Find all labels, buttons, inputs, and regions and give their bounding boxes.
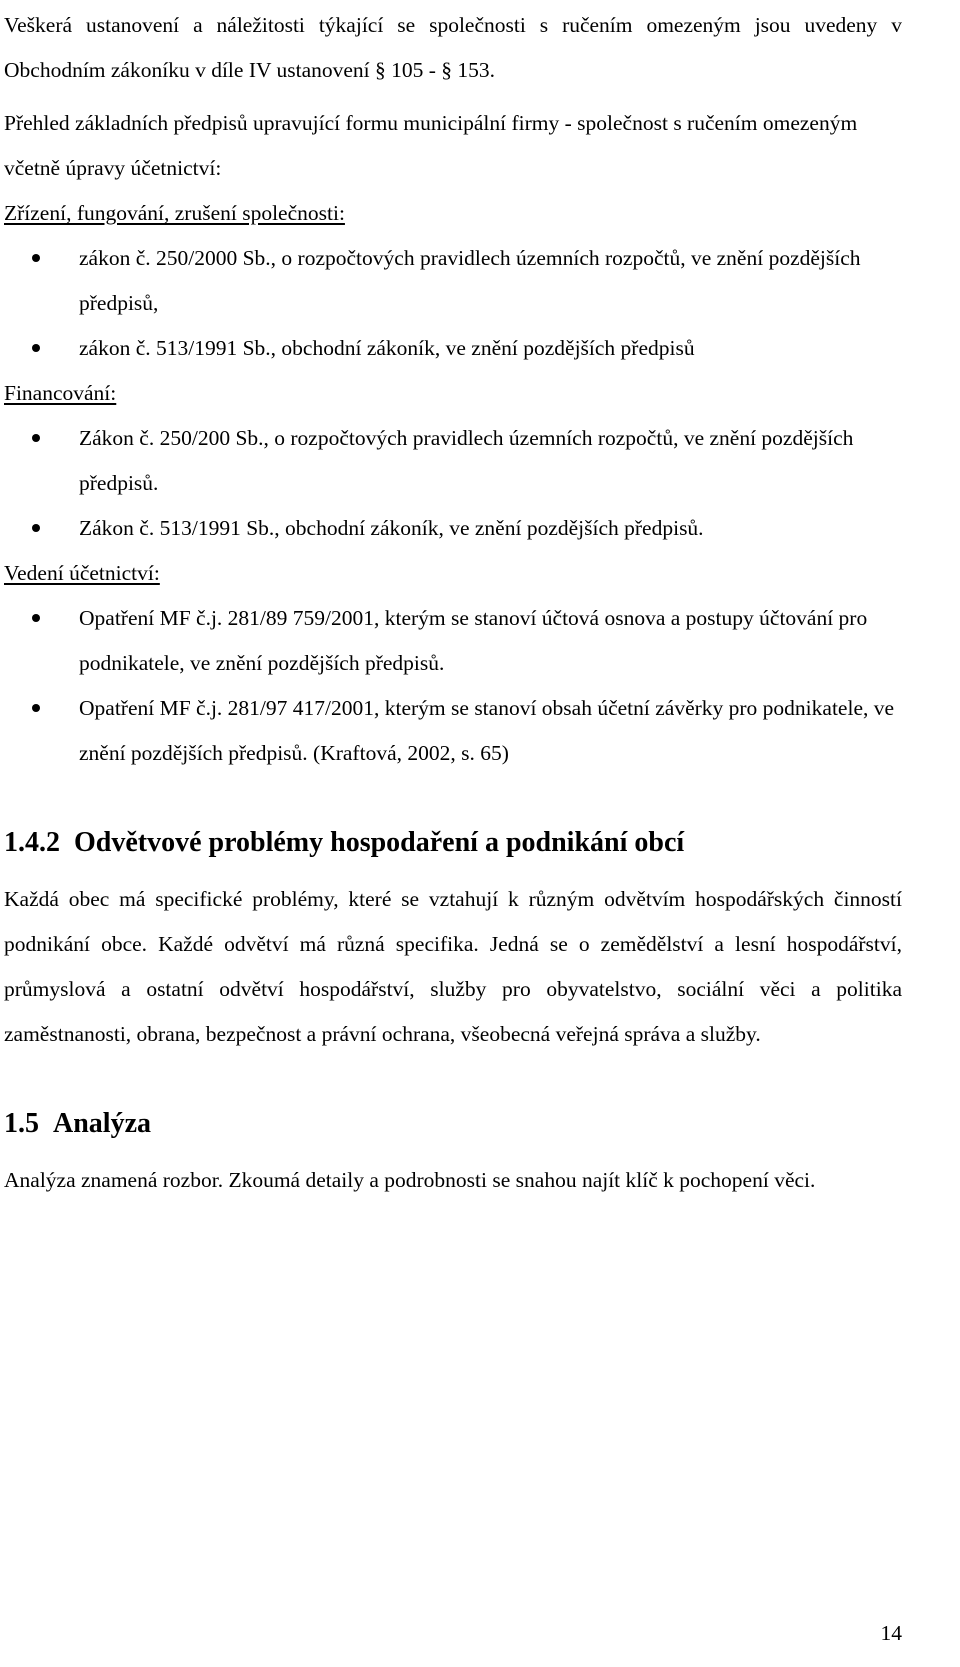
section-label-vedeni-ucetnictvi: Vedení účetnictví: xyxy=(4,561,160,585)
section-heading-1-5 xyxy=(4,1101,902,1146)
list-item-text: Zákon č. 250/200 Sb., o rozpočtových pravidlech územních rozpočtů, ve znění pozdějších předpisů. xyxy=(79,426,854,495)
page-number: 14 xyxy=(880,1621,902,1645)
bullet-icon xyxy=(32,614,40,622)
intro-paragraph-2: Přehled základních předpisů upravující formu municipální firmy - společnost s ručením omezeným včetně úpravy účetnictví: xyxy=(4,111,858,180)
bullet-icon xyxy=(32,344,40,352)
list-item xyxy=(4,506,902,551)
heading-title: Analýza xyxy=(53,1108,151,1139)
heading-number: 1.4.2 xyxy=(4,827,60,858)
document-page xyxy=(4,0,902,1203)
list-item-text: Opatření MF č.j. 281/97 417/2001, kterým se stanoví obsah účetní závěrky pro podnikatele, ve znění pozdějších předpisů. (Kraftová, 2002, s. 65) xyxy=(79,696,895,765)
section-heading-1-4-2 xyxy=(4,820,902,865)
section-label-zrizeni: Zřízení, fungování, zrušení společnosti: xyxy=(4,201,345,225)
list-item-text: zákon č. 250/2000 Sb., o rozpočtových pravidlech územních rozpočtů, ve znění pozdějších předpisů, xyxy=(79,246,861,315)
list-item xyxy=(4,416,902,506)
bullet-list-vedeni-ucetnictvi xyxy=(4,596,902,776)
heading-number: 1.5 xyxy=(4,1108,39,1139)
section-label-financovani: Financování: xyxy=(4,381,117,405)
list-item xyxy=(4,596,902,686)
bullet-list-zrizeni xyxy=(4,236,902,371)
paragraph-odvetvove-problemy: Každá obec má specifické problémy, které se vztahují k různým odvětvím hospodářských činností podnikání obce. Každé odvětví má různá specifika. Jedná se o zemědělství a lesní hospodářství, průmyslová a ostatní odvětví hospodářství, služby pro obyvatelstvo, sociální věci a politika zaměstnanosti, obrana, bezpečnost a právní ochrana, všeobecná veřejná správa a služby. xyxy=(4,887,902,1046)
bullet-icon xyxy=(32,524,40,532)
heading-title: Odvětvové problémy hospodaření a podnikání obcí xyxy=(74,827,685,858)
list-item xyxy=(4,686,902,776)
intro-paragraph-1: Veškerá ustanovení a náležitosti týkající se společnosti s ručením omezeným jsou uvedeny v Obchodním zákoníku v díle IV ustanovení § 105 - § 153. xyxy=(4,13,902,82)
list-item-text: Opatření MF č.j. 281/89 759/2001, kterým se stanoví účtová osnova a postupy účtování pro podnikatele, ve znění pozdějších předpisů. xyxy=(79,606,868,675)
list-item-text: Zákon č. 513/1991 Sb., obchodní zákoník, ve znění pozdějších předpisů. xyxy=(79,516,704,540)
bullet-icon xyxy=(32,254,40,262)
bullet-icon xyxy=(32,704,40,712)
list-item xyxy=(4,326,902,371)
list-item-text: zákon č. 513/1991 Sb., obchodní zákoník, ve znění pozdějších předpisů xyxy=(79,336,695,360)
paragraph-analyza: Analýza znamená rozbor. Zkoumá detaily a podrobnosti se snahou najít klíč k pochopení věci. xyxy=(4,1168,816,1192)
bullet-icon xyxy=(32,434,40,442)
bullet-list-financovani xyxy=(4,416,902,551)
list-item xyxy=(4,236,902,326)
